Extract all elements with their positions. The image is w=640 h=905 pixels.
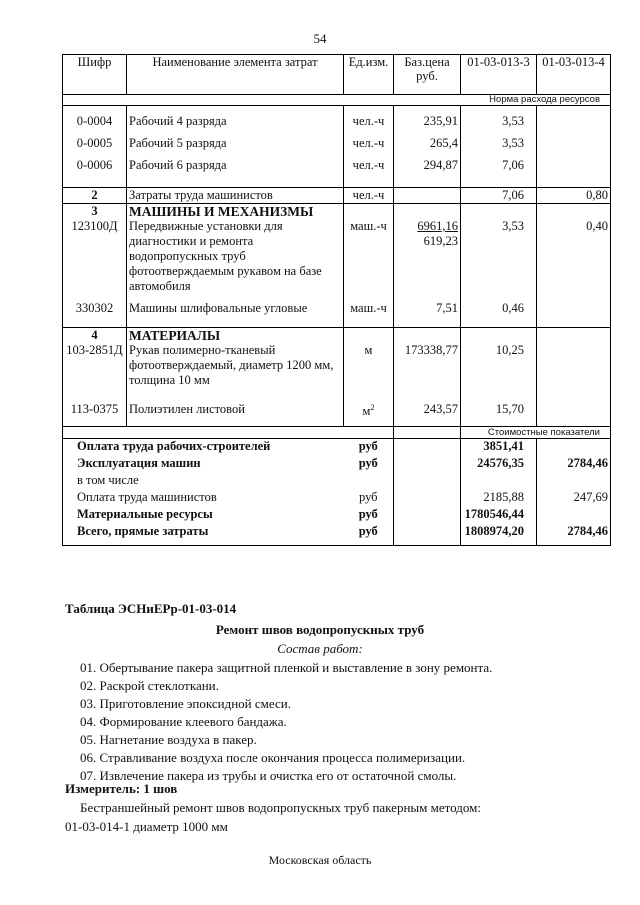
resource-table xyxy=(62,54,611,546)
norm-code-line: 01-03-014-1 диаметр 1000 мм xyxy=(65,819,228,834)
section-header: 4 МАТЕРИАЛЫ xyxy=(63,327,611,343)
section-header: 3 МАШИНЫ И МЕХАНИЗМЫ xyxy=(63,204,611,220)
work-step: 06. Стравливание воздуха после окончания процесса полимеризации. xyxy=(80,750,466,765)
page-footer: Московская область xyxy=(268,853,372,867)
total-row: Эксплуатация машин руб 24576,35 2784,46 xyxy=(63,456,611,473)
method-description: Бестраншейный ремонт швов водопропускных труб пакерным методом: xyxy=(80,800,481,815)
work-step: 03. Приготовление эпоксидной смеси. xyxy=(80,696,291,711)
header-name: Наименование элемента затрат xyxy=(127,55,344,95)
total-row: Оплата труда машинистов руб 2185,88 247,69 xyxy=(63,490,611,507)
page-number: 54 xyxy=(313,31,327,46)
total-row: Материальные ресурсы руб 1780546,44 xyxy=(63,507,611,524)
header-code: Шифр xyxy=(63,55,127,95)
section-title: Таблица ЭСНиЕРр-01-03-014 xyxy=(65,601,237,616)
table-row: 0-0005 Рабочий 5 разряда чел.-ч 265,4 3,53 xyxy=(63,136,611,158)
work-step: 04. Формирование клеевого бандажа. xyxy=(80,714,287,729)
norm-caption: Норма расхода ресурсов xyxy=(63,95,611,106)
cost-caption-row xyxy=(63,427,611,439)
work-step: 05. Нагнетание воздуха в пакер. xyxy=(80,732,257,747)
work-step: 02. Раскрой стеклоткани. xyxy=(80,678,219,693)
cost-caption: Стоимостные показатели xyxy=(461,427,611,439)
item-name: Рукав полимерно-тканевый фотоотверждаемый, диаметр 1200 мм, толщина 10 мм xyxy=(127,343,344,393)
header-unit: Ед.изм. xyxy=(344,55,394,95)
total-row: Оплата труда рабочих-строителей руб 3851,41 xyxy=(63,439,611,456)
table-row: 330302 Машины шлифовальные угловые маш.-ч 7,51 0,46 xyxy=(63,301,611,327)
table-row: 0-0006 Рабочий 6 разряда чел.-ч 294,87 7,06 xyxy=(63,158,611,180)
total-row: в том числе xyxy=(63,473,611,490)
table-row: 2 Затраты труда машинистов чел.-ч 7,06 0,80 xyxy=(63,188,611,204)
measure-unit: Измеритель: 1 шов xyxy=(65,781,178,796)
work-step: 01. Обертывание пакера защитной пленкой и выставление в зону ремонта. xyxy=(80,660,493,675)
item-name: Передвижные установки для диагностики и ремонта водопропускных труб фотоотверждаемым рукавом на базе автомобиля xyxy=(127,219,344,301)
section-subtitle: Ремонт швов водопропускных труб xyxy=(215,622,425,637)
table-row: 103-2851Д Рукав полимерно-тканевый фотоотверждаемый, диаметр 1200 мм, толщина 10 мм м 173338,77 10,25 xyxy=(63,343,611,393)
total-row: Всего, прямые затраты руб 1808974,20 2784,46 xyxy=(63,524,611,546)
header-col2: 01-03-013-4 xyxy=(537,55,611,95)
header-col1: 01-03-013-3 xyxy=(461,55,537,95)
work-step: 07. Извлечение пакера из трубы и очистка его от остаточной смолы. xyxy=(80,768,457,783)
header-base-price: Баз.цена руб. xyxy=(394,55,461,95)
table-row: 113-0375 Полиэтилен листовой $м^2$ 243,57 15,70 xyxy=(63,393,611,427)
norm-caption-row xyxy=(63,95,611,106)
table-header-row xyxy=(63,55,611,95)
composition-heading: Состав работ: xyxy=(277,641,363,656)
table-row: 123100Д Передвижные установки для диагностики и ремонта водопропускных труб фотоотверждаемым рукавом на базе автомобиля маш.-ч 6961,16 619,23 3,53 0,40 xyxy=(63,219,611,301)
table-row: 0-0004 Рабочий 4 разряда чел.-ч 235,91 3,53 xyxy=(63,114,611,136)
